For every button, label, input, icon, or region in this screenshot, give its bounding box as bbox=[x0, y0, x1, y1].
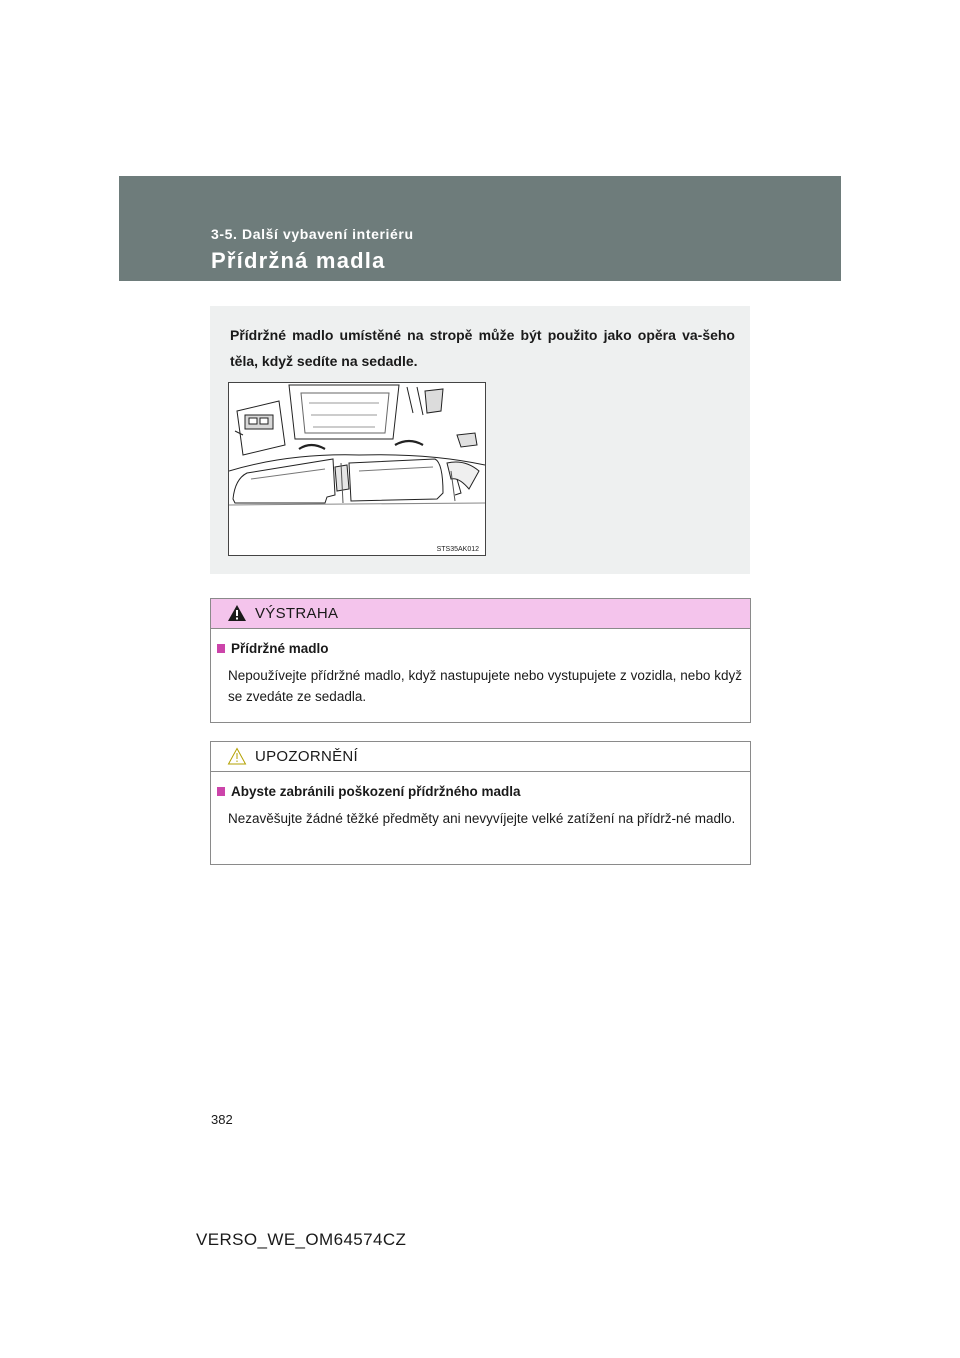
intro-box bbox=[210, 306, 750, 574]
caution-bullet-title bbox=[217, 784, 521, 799]
bullet-square-icon bbox=[217, 787, 225, 796]
intro-text: Přídržné madlo umístěné na stropě může být použito jako opěra va-šeho těla, když sedíte na sedadle. bbox=[230, 327, 735, 369]
page-number: 382 bbox=[211, 1112, 233, 1127]
document-code: VERSO_WE_OM64574CZ bbox=[196, 1230, 407, 1249]
warning-header bbox=[211, 599, 750, 629]
warning-body-text: Nepoužívejte přídržné madlo, když nastupujete nebo vystupujete z vozidla, nebo když se zvedáte ze sedadla. bbox=[228, 668, 742, 704]
caution-triangle-icon bbox=[227, 747, 247, 770]
header-band bbox=[119, 176, 841, 281]
warning-triangle-icon bbox=[227, 604, 247, 627]
caution-bullet-text: Abyste zabránili poškození přídržného madla bbox=[231, 784, 521, 799]
interior-illustration bbox=[228, 382, 486, 556]
warning-bullet-title bbox=[217, 641, 329, 656]
page-title: Přídržná madla bbox=[211, 248, 386, 273]
bullet-square-icon bbox=[217, 644, 225, 653]
warning-label: VÝSTRAHA bbox=[255, 605, 339, 622]
caution-box bbox=[210, 741, 751, 865]
caution-header bbox=[211, 742, 750, 772]
ceiling-grip-illustration bbox=[229, 383, 485, 555]
caution-body-text: Nezavěšujte žádné těžké předměty ani nevyvíjejte velké zatížení na přídrž-né madlo. bbox=[228, 811, 736, 826]
warning-box bbox=[210, 598, 751, 723]
caution-label: UPOZORNĚNÍ bbox=[255, 748, 359, 765]
section-label: 3-5. Další vybavení interiéru bbox=[211, 226, 414, 242]
warning-bullet-text: Přídržné madlo bbox=[231, 641, 329, 656]
figure-code: STS35AK012 bbox=[436, 546, 479, 553]
